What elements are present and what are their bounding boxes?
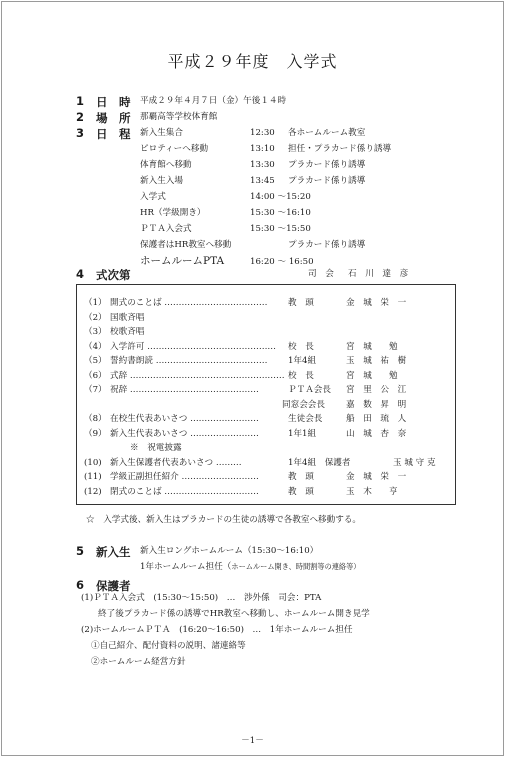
program-role: ＰＴＡ会長 — [288, 385, 331, 395]
schedule-time: 16:20 〜 16:50 — [250, 257, 314, 267]
program-item: 国歌斉唱 — [110, 313, 145, 323]
schedule-time: 15:30 〜16:10 — [250, 208, 311, 218]
program-item: 新入生代表あいさつ …………………… — [110, 429, 259, 439]
program-item: ※ 祝電披露 — [130, 443, 182, 453]
program-role: 同窓会会長 — [282, 400, 325, 410]
program-item: 開式のことば ……………………………… — [110, 298, 268, 308]
schedule-time: 13:10 — [250, 144, 275, 154]
program-role: 教 頭 — [288, 298, 314, 308]
schedule-item: 体育館へ移動 — [140, 160, 192, 170]
section-2-number: 2 — [76, 110, 85, 124]
section-4-label: 式次第 — [96, 268, 131, 282]
section-5-label: 新入生 — [96, 545, 131, 559]
newstudent-line-1: 新入生ロングホームルーム（15:30〜16:10） — [140, 546, 319, 556]
program-role: 1年4組 — [288, 356, 317, 366]
program-no: （9） — [84, 429, 107, 439]
program-no: (12) — [84, 487, 102, 497]
program-name: 玉 木 亨 — [346, 487, 398, 497]
guardian-line-4: ①自己紹介、配付資料の説明、諸連絡等 — [91, 641, 246, 651]
schedule-item: 入学式 — [140, 192, 166, 202]
schedule-item: HR（学級開き） — [140, 208, 206, 218]
program-item: 学級正副担任紹介 ……………………… — [110, 472, 259, 482]
schedule-note: プラカード係り誘導 — [288, 240, 366, 250]
schedule-item: 新入生集合 — [140, 128, 183, 138]
program-no: （7） — [84, 385, 107, 395]
schedule-item: ＰＴＡ入会式 — [140, 224, 192, 234]
program-role: 教 頭 — [288, 472, 314, 482]
program-no: （5） — [84, 356, 107, 366]
schedule-note: プラカード係り誘導 — [288, 176, 366, 186]
newstudent-line-2-main: 1年ホームルーム担任（ — [140, 562, 232, 572]
program-name: 嘉 数 昇 明 — [346, 400, 407, 410]
schedule-time: 14:00 〜15:20 — [250, 192, 311, 202]
guardian-line-1: (1)ＰＴＡ入会式 (15:30〜15:50) … 渉外係 司会：PTA — [81, 593, 322, 603]
program-name: 玉 城 守 克 — [393, 458, 436, 468]
program-no: （1） — [84, 298, 107, 308]
program-role: 校 長 — [288, 371, 314, 381]
schedule-time: 13:45 — [250, 176, 275, 186]
guardian-line-3: (2)ホームルームＰＴＡ (16:20〜16:50) … 1年ホームルーム担任 — [81, 625, 353, 635]
newstudent-line-2-small: ホームルーム開き、時間割等の連絡等） — [231, 562, 361, 571]
program-role: 教 頭 — [288, 487, 314, 497]
schedule-item: ホームルームPTA — [140, 255, 225, 267]
program-no: （8） — [84, 414, 107, 424]
date-text: 平成２９年４月７日（金）午後１４時 — [140, 96, 287, 106]
box-note: ☆ 入学式後、新入生はプラカードの生徒の誘導で各教室へ移動する。 — [86, 515, 362, 525]
guardian-line-5: ②ホームルーム経営方針 — [91, 657, 186, 667]
program-role: 校 長 — [288, 342, 314, 352]
program-no: （3） — [84, 327, 107, 337]
program-no: （4） — [84, 342, 107, 352]
section-4-number: 4 — [76, 267, 85, 281]
program-item: 誓約書朗読 ………………………………… — [110, 356, 268, 366]
schedule-time: 12:30 — [250, 128, 275, 138]
program-item: 式辞 ……………………………………………… — [110, 371, 285, 381]
program-name: 宮 城 勉 — [346, 342, 398, 352]
schedule-time: 15:30 〜15:50 — [250, 224, 311, 234]
schedule-note: プラカード係り誘導 — [288, 160, 366, 170]
program-name: 金 城 栄 一 — [346, 298, 407, 308]
section-3-label: 日 程 — [96, 127, 131, 141]
program-name: 山 城 杏 奈 — [346, 429, 407, 439]
program-name: 船 田 琉 人 — [346, 414, 407, 424]
schedule-note: 担任・プラカード係り誘導 — [288, 144, 392, 154]
program-no: （6） — [84, 371, 107, 381]
section-3-number: 3 — [76, 126, 85, 140]
program-role: 生徒会長 — [288, 414, 323, 424]
page-number: －1－ — [241, 736, 264, 746]
program-no: (10) — [84, 458, 102, 468]
program-item: 在校生代表あいさつ …………………… — [110, 414, 259, 424]
program-no: (11) — [84, 472, 102, 482]
program-item: 新入生保護者代表あいさつ ……… — [110, 458, 242, 468]
section-2-label: 場 所 — [96, 111, 131, 125]
schedule-time: 13:30 — [250, 160, 275, 170]
program-name: 金 城 栄 一 — [346, 472, 407, 482]
section-6-label: 保護者 — [96, 579, 131, 593]
page-title: 平成２９年度 入学式 — [167, 52, 338, 71]
program-item: 入学許可 ……………………………………… — [110, 342, 277, 352]
schedule-item: 保護者はHR教室へ移動 — [140, 240, 232, 250]
program-name: 宮 里 公 江 — [346, 385, 407, 395]
program-item: 祝辞 ……………………………………… — [110, 385, 259, 395]
schedule-item: ピロティーへ移動 — [140, 144, 209, 154]
section-5-number: 5 — [76, 544, 85, 558]
program-name: 玉 城 祐 樹 — [346, 356, 407, 366]
section-6-number: 6 — [76, 578, 85, 592]
schedule-note: 各ホームルーム教室 — [288, 128, 366, 138]
mc-name: 石 川 達 彦 — [348, 269, 409, 279]
program-role: 1年1組 — [288, 429, 317, 439]
place-text: 那覇高等学校体育館 — [140, 112, 218, 122]
program-name: 宮 城 勉 — [346, 371, 398, 381]
program-item: 校歌斉唱 — [110, 327, 145, 337]
program-no: （2） — [84, 313, 107, 323]
section-1-label: 日 時 — [96, 95, 131, 109]
section-1-number: 1 — [76, 94, 85, 108]
program-item: 閉式のことば …………………………… — [110, 487, 259, 497]
mc-role: 司 会 — [308, 269, 334, 279]
schedule-item: 新入生入場 — [140, 176, 183, 186]
guardian-line-2: 終了後プラカード係の誘導でHR教室へ移動し、ホームルーム開き見学 — [98, 609, 370, 619]
program-role: 1年4組 保護者 — [288, 458, 351, 468]
newstudent-line-2 — [140, 563, 361, 572]
